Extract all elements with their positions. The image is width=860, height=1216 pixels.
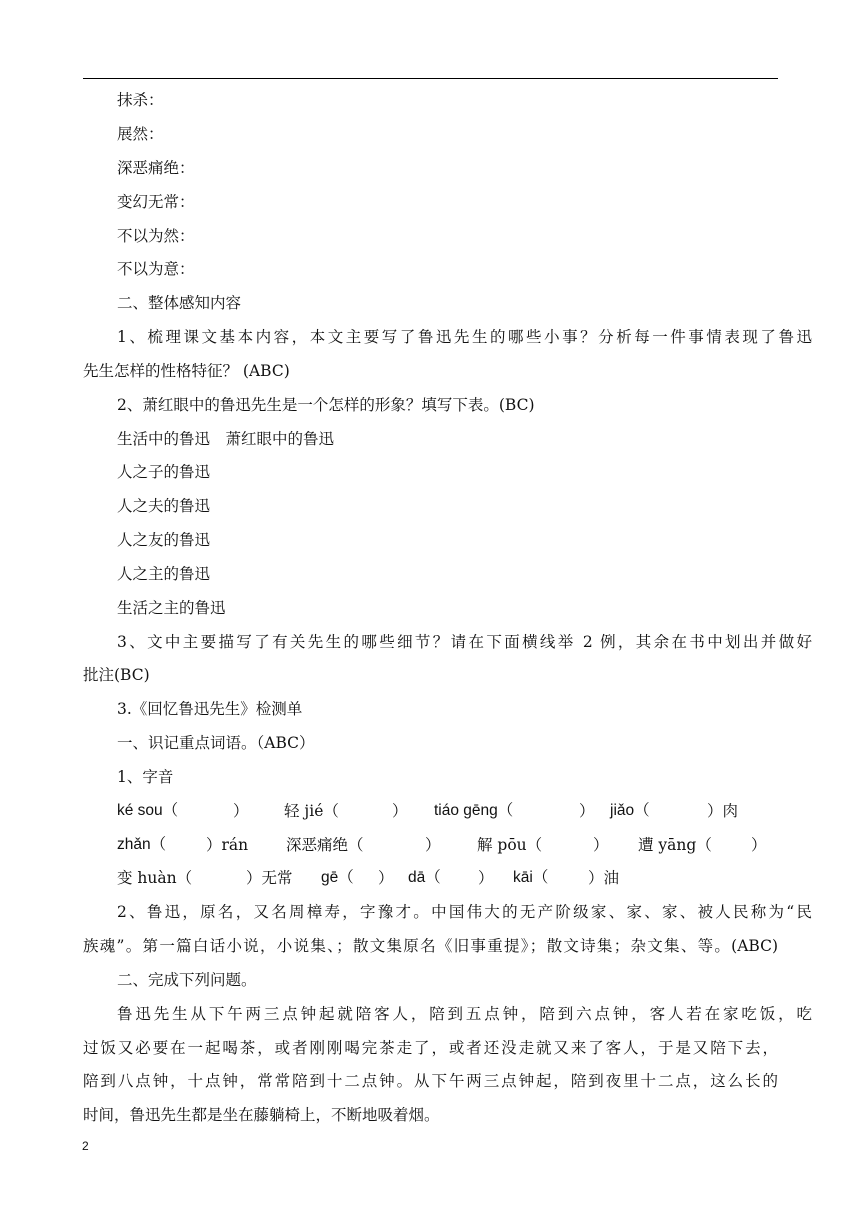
blank-close: ）无常 — [246, 869, 293, 887]
blank-close: ） — [378, 869, 394, 887]
passage-line: 时间，鲁迅先生都是坐在藤躺椅上，不断地吸着烟。 — [83, 1106, 440, 1124]
passage-line: 鲁迅先生从下午两三点钟起就陪客人，陪到五点钟，陪到六点钟，客人若在家吃饭，吃 — [117, 1005, 812, 1023]
page-number: 2 — [82, 1139, 89, 1153]
pinyin-item: 深恶痛绝（ — [286, 836, 364, 854]
passage-line: 过饭又必要在一起喝茶，或者刚刚喝完茶走了，或者还没走就又来了客人，于是又陪下去， — [83, 1039, 778, 1057]
pinyin-item: 解 pōu（ — [477, 836, 543, 854]
blank-close: ）肉 — [707, 802, 739, 820]
pinyin-item: kāi（ — [513, 869, 549, 886]
blank-close: ）rán — [206, 836, 249, 854]
table-row: 生活之主的鲁迅 — [117, 599, 226, 617]
pinyin-item: tiáo gēng（ — [434, 802, 514, 819]
question-3-line-2: 批注(BC) — [83, 666, 150, 684]
table-row: 人之主的鲁迅 — [117, 565, 211, 583]
table-header-row: 生活中的鲁迅 萧红眼中的鲁迅 — [117, 430, 335, 448]
pinyin-item: 轻 jié（ — [284, 802, 339, 820]
table-row: 人之子的鲁迅 — [117, 463, 211, 481]
pinyin-item: ké sou（ — [117, 802, 179, 819]
vocab-item: 展然： — [117, 125, 164, 143]
passage-line: 陪到八点钟，十点钟，常常陪到十二点钟。从下午两三点钟起，陪到夜里十二点，这么长的 — [83, 1072, 778, 1090]
pinyin-item: 遭 yāng（ — [638, 836, 712, 854]
section-heading: 二、整体感知内容 — [117, 294, 242, 312]
question-1-line-1: 1、梳理课文基本内容，本文主要写了鲁迅先生的哪些小事？分析每一件事情表现了鲁迅 — [117, 328, 812, 346]
blank-close: ） — [593, 836, 609, 854]
blank-close: ） — [392, 802, 408, 820]
vocab-item: 变幻无常： — [117, 193, 195, 211]
part-1-heading: 一、识记重点词语。（ABC） — [117, 734, 315, 752]
checklist-title: 3.《回忆鲁迅先生》检测单 — [117, 700, 303, 718]
blank-close: ） — [233, 802, 249, 820]
vocab-item: 不以为然： — [117, 227, 195, 245]
blank-close: ） — [478, 869, 494, 887]
pinyin-item: dā（ — [408, 869, 441, 886]
pinyin-item: zhǎn（ — [117, 836, 167, 853]
luxun-question-line-2: 族魂”。第一篇白话小说，小说集、；散文集原名《旧事重提》；散文诗集；杂文集、等。(ABC) — [83, 937, 778, 955]
question-1-line-2: 先生怎样的性格特征？ (ABC) — [83, 362, 290, 380]
blank-close: ） — [425, 836, 441, 854]
table-row: 人之夫的鲁迅 — [117, 497, 211, 515]
luxun-question-line-1: 2、鲁迅，原名，又名周樟寿，字豫才。中国伟大的无产阶级家、家、家、被人民称为“民 — [117, 903, 812, 921]
vocab-item: 不以为意： — [117, 260, 195, 278]
part-2-heading: 二、完成下列问题。 — [117, 971, 257, 989]
vocab-item: 深恶痛绝： — [117, 159, 195, 177]
vocab-item: 抹杀： — [117, 91, 164, 109]
question-3-line-1: 3、文中主要描写了有关先生的哪些细节？请在下面横线举 2 例，其余在书中划出并做好 — [117, 633, 812, 651]
pronunciation-heading: 1、字音 — [117, 768, 174, 786]
pinyin-item: jiǎo（ — [610, 802, 650, 819]
blank-close: ） — [579, 802, 595, 820]
header-rule — [83, 78, 778, 79]
pinyin-item: gē（ — [321, 869, 354, 886]
pinyin-item: 变 huàn（ — [117, 869, 193, 887]
blank-close: ）油 — [588, 869, 620, 887]
blank-close: ） — [751, 836, 767, 854]
table-row: 人之友的鲁迅 — [117, 531, 211, 549]
question-2: 2、萧红眼中的鲁迅先生是一个怎样的形象？填写下表。(BC) — [117, 396, 535, 414]
